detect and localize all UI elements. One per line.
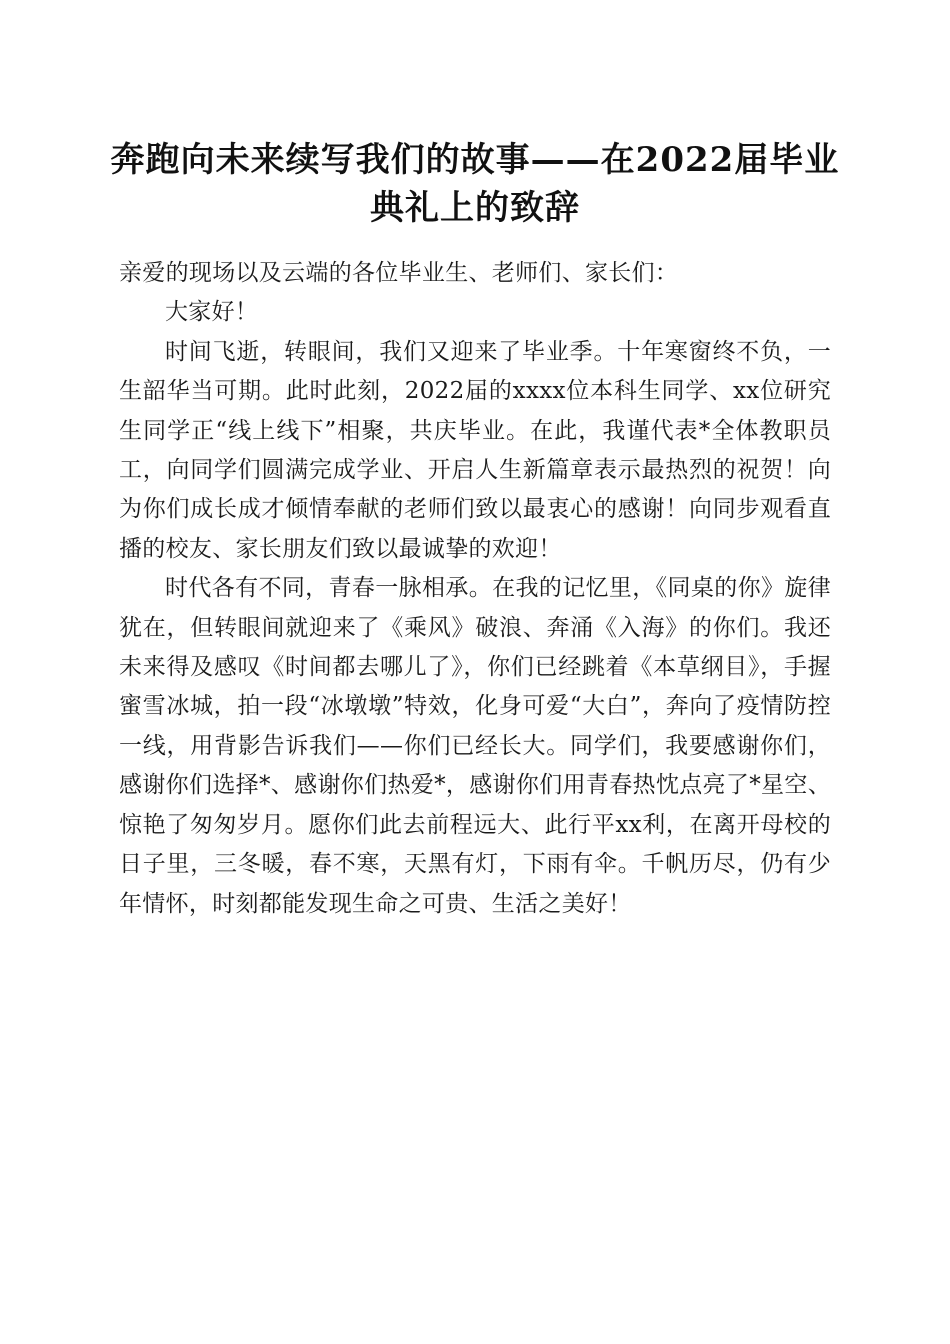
body-paragraph: 时间飞逝，转眼间，我们又迎来了毕业季。十年寒窗终不负，一生韶华当可期。此时此刻，2022届的xxxx位本科生同学、xx位研究生同学正“线上线下”相聚，共庆毕业。在此，我谨代表*全体教职员工，向同学们圆满完成学业、开启人生新篇章表示最热烈的祝贺！向为你们成长成才倾情奉献的老师们致以最衷心的感谢！向同步观看直播的校友、家长朋友们致以最诚挚的欢迎！ — [119, 338, 831, 562]
salutation: 亲爱的现场以及云端的各位毕业生、老师们、家长们： — [119, 260, 679, 286]
document-body — [119, 254, 831, 924]
document-title: 奔跑向未来续写我们的故事——在2022届毕业典礼上的致辞 — [110, 140, 840, 228]
body-paragraph: 时代各有不同，青春一脉相承。在我的记忆里，《同桌的你》旋律犹在，但转眼间就迎来了《乘风》破浪、奔涌《入海》的你们。我还未来得及感叹《时间都去哪儿了》，你们已经跳着《本草纲目》，手握蜜雪冰城，拍一段“冰墩墩”特效，化身可爱“大白”，奔向了疫情防控一线，用背影告诉我们——你们已经长大。同学们，我要感谢你们，感谢你们选择*、感谢你们热爱*，感谢你们用青春热忱点亮了*星空、惊艳了匆匆岁月。愿你们此去前程远大、此行平xx利，在离开母校的日子里，三冬暖，春不寒，天黑有灯，下雨有伞。千帆历尽，仍有少年情怀，时刻都能发现生命之可贵、生活之美好！ — [119, 575, 831, 917]
greeting-paragraph: 大家好！ — [165, 299, 259, 326]
